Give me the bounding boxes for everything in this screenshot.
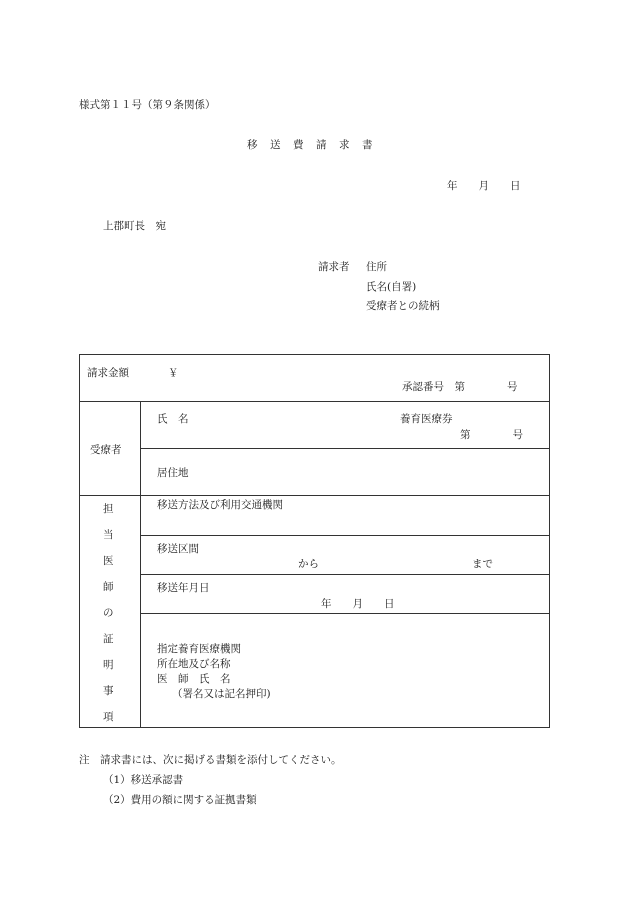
row-divider xyxy=(140,448,549,449)
notes-intro: 注 請求書には、次に掲げる書類を添付してください。 xyxy=(79,754,342,766)
transport-method-label: 移送方法及び利用交通機関 xyxy=(157,499,283,511)
form-number: 様式第１１号（第９条関係） xyxy=(79,99,216,111)
certificate-label: 養育医療券 xyxy=(400,413,453,425)
claimant-name-label: 氏名(自署) xyxy=(366,281,417,293)
date-line: 年 月 日 xyxy=(447,180,521,192)
transport-date-fields: 年 月 日 xyxy=(321,598,395,610)
to-label: まで xyxy=(472,558,493,570)
notes-item: （2）費用の額に関する証拠書類 xyxy=(103,794,257,806)
row-divider xyxy=(140,574,549,575)
row-divider xyxy=(140,535,549,536)
claimant-relation-label: 受療者との続柄 xyxy=(366,300,440,312)
doctor-cert-char: 証 xyxy=(103,633,114,645)
institution-line: （署名又は記名押印) xyxy=(172,688,271,700)
claimant-address-label: 住所 xyxy=(366,261,387,273)
doctor-cert-char: 当 xyxy=(103,529,114,541)
column-divider xyxy=(140,401,141,727)
patient-label: 受療者 xyxy=(90,444,122,456)
patient-name-label: 氏 名 xyxy=(157,413,189,425)
doctor-cert-char: 師 xyxy=(103,581,114,593)
doctor-cert-char: の xyxy=(103,607,114,619)
institution-line: 指定養育医療機関 xyxy=(157,643,241,655)
row-divider xyxy=(80,495,549,496)
yen-symbol: ￥ xyxy=(168,367,179,379)
transport-section-label: 移送区間 xyxy=(157,543,199,555)
doctor-cert-char: 事 xyxy=(103,685,114,697)
institution-line: 所在地及び名称 xyxy=(157,658,231,670)
row-divider xyxy=(80,401,549,402)
claim-form-table xyxy=(79,354,550,728)
doctor-cert-char: 明 xyxy=(103,659,114,671)
addressee: 上郡町長 宛 xyxy=(103,220,166,232)
claimant-label: 請求者 xyxy=(318,261,350,273)
form-title: 移 送 費 請 求 書 xyxy=(247,139,374,151)
row-divider xyxy=(140,613,549,614)
amount-label: 請求金額 xyxy=(87,367,129,379)
certificate-number: 第 号 xyxy=(460,429,523,441)
notes-item: （1）移送承認書 xyxy=(103,774,184,786)
residence-label: 居住地 xyxy=(157,467,189,479)
from-label: から xyxy=(298,558,319,570)
approval-number: 承認番号 第 号 xyxy=(402,381,518,393)
doctor-cert-char: 担 xyxy=(103,503,114,515)
institution-line: 医 師 氏 名 xyxy=(157,673,231,685)
transport-date-label: 移送年月日 xyxy=(157,582,210,594)
doctor-cert-char: 医 xyxy=(103,555,114,567)
doctor-cert-char: 項 xyxy=(103,711,114,723)
